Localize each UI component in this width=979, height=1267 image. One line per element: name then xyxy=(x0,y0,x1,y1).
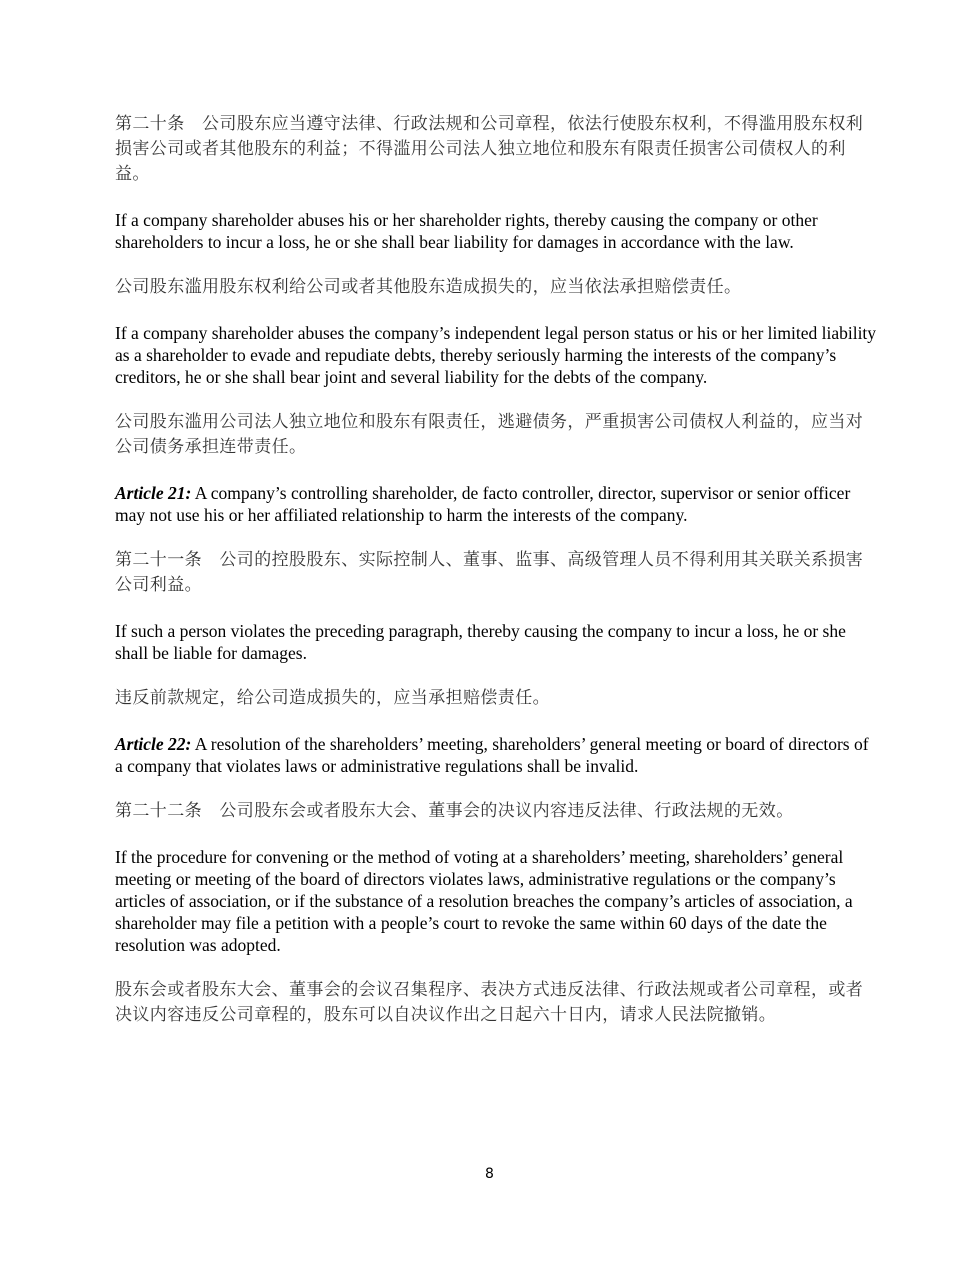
article-label: Article 21: xyxy=(115,483,192,503)
paragraph-en-article-22 xyxy=(115,733,880,777)
article-label: Article 22: xyxy=(115,734,192,754)
article-text: A company’s controlling shareholder, de facto controller, director, supervisor or senior officer may not use his or her affiliated relationship to harm the interests of the company. xyxy=(115,483,851,525)
paragraph-zh: 公司股东滥用公司法人独立地位和股东有限责任，逃避债务，严重损害公司债权人利益的，应当对公司债务承担连带责任。 xyxy=(115,412,864,457)
page-number: 8 xyxy=(485,1166,494,1182)
paragraph-zh-article-22: 第二十二条 公司股东会或者股东大会、董事会的决议内容违反法律、行政法规的无效。 xyxy=(115,801,794,821)
paragraph-en: If the procedure for convening or the method of voting at a shareholders’ meeting, shareholders’ general meeting or meeting of the board of directors violates laws, administrative regulations or the company’s articles of association, or if the substance of a resolution breaches the company’s articles of association, a shareholder may file a petition with a people’s court to revoke the same within 60 days of the date the resolution was adopted. xyxy=(115,847,853,955)
paragraph-en-article-21 xyxy=(115,482,880,526)
paragraph-en: If a company shareholder abuses his or her shareholder rights, thereby causing the company or other shareholders to incur a loss, he or she shall bear liability for damages in accordance with the law. xyxy=(115,210,818,252)
paragraph-zh-article-20: 第二十条 公司股东应当遵守法律、行政法规和公司章程，依法行使股东权利，不得滥用股东权利损害公司或者其他股东的利益；不得滥用公司法人独立地位和股东有限责任损害公司债权人的利益。 xyxy=(115,114,864,184)
paragraph-zh-article-21: 第二十一条 公司的控股股东、实际控制人、董事、监事、高级管理人员不得利用其关联关系损害公司利益。 xyxy=(115,550,864,595)
paragraph-zh: 违反前款规定，给公司造成损失的，应当承担赔偿责任。 xyxy=(115,688,550,708)
document-body xyxy=(115,112,880,1028)
paragraph-zh: 公司股东滥用股东权利给公司或者其他股东造成损失的，应当依法承担赔偿责任。 xyxy=(115,277,742,297)
paragraph-en: If such a person violates the preceding paragraph, thereby causing the company to incur a loss, he or she shall be liable for damages. xyxy=(115,621,846,663)
paragraph-zh: 股东会或者股东大会、董事会的会议召集程序、表决方式违反法律、行政法规或者公司章程，或者决议内容违反公司章程的，股东可以自决议作出之日起六十日内，请求人民法院撤销。 xyxy=(115,980,864,1025)
article-text: A resolution of the shareholders’ meeting, shareholders’ general meeting or board of directors of a company that violates laws or administrative regulations shall be invalid. xyxy=(115,734,869,776)
paragraph-en: If a company shareholder abuses the company’s independent legal person status or his or her limited liability as a shareholder to evade and repudiate debts, thereby seriously harming the interests of the company’s creditors, he or she shall bear joint and several liability for the debts of the company. xyxy=(115,323,877,387)
